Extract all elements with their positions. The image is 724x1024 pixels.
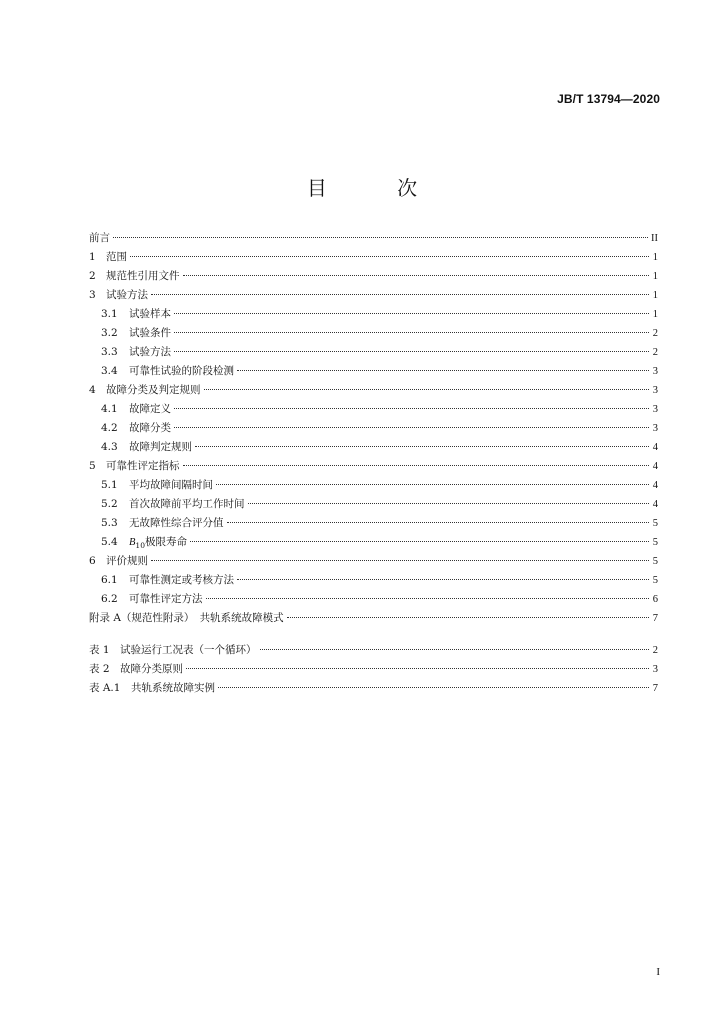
toc-entry-number: 6.1 — [101, 574, 118, 586]
toc-page-number: 3 — [652, 404, 658, 415]
leader-dots — [151, 560, 649, 561]
toc-entry-table-1[interactable] — [89, 642, 658, 661]
toc-entry-label: 前言 — [89, 232, 110, 244]
toc-entry-5-3[interactable] — [89, 515, 658, 534]
leader-dots — [206, 598, 650, 599]
toc-entry-number: 3 — [89, 289, 96, 301]
leader-dots — [287, 617, 649, 618]
toc-entry-label: 可靠性测定或考核方法 — [129, 574, 234, 586]
toc-entry-3[interactable] — [89, 287, 658, 306]
leader-dots — [218, 687, 649, 688]
toc-entry-table-a1[interactable] — [89, 680, 658, 699]
leader-dots — [237, 370, 649, 371]
toc-entry-label: 规范性引用文件 — [106, 270, 180, 282]
toc-entry-3-2[interactable] — [89, 325, 658, 344]
toc-page-number: 5 — [652, 518, 658, 529]
leader-dots — [204, 389, 650, 390]
toc-entry-label: 评价规则 — [106, 555, 148, 567]
toc-entry-label: 范围 — [106, 251, 127, 263]
leader-dots — [113, 237, 648, 238]
leader-dots — [260, 649, 649, 650]
toc-entry-5-1[interactable] — [89, 477, 658, 496]
leader-dots — [227, 522, 650, 523]
leader-dots — [183, 465, 650, 466]
toc-entry-label: 故障分类及判定规则 — [106, 384, 201, 396]
toc-page-number: 5 — [652, 537, 658, 548]
toc-entry-label: 故障定义 — [129, 403, 171, 415]
toc-entry-appendix-a[interactable] — [89, 610, 658, 629]
toc-entry-label: 可靠性评定方法 — [129, 593, 203, 605]
toc-page-number: 3 — [652, 366, 658, 377]
toc-page-number: 3 — [652, 385, 658, 396]
toc-entry-label: 无故障性综合评分值 — [129, 517, 224, 529]
variable-b: B — [129, 537, 136, 548]
toc-page-number: 3 — [652, 664, 658, 675]
toc-entry-6-2[interactable] — [89, 591, 658, 610]
toc-entry-number: 5.3 — [101, 517, 118, 529]
leader-dots — [174, 351, 649, 352]
toc-entry-label — [129, 534, 187, 549]
toc-entry-number: 2 — [89, 270, 96, 282]
toc-page-number: 1 — [652, 271, 658, 282]
leader-dots — [216, 484, 649, 485]
table-of-contents — [89, 230, 658, 699]
leader-dots — [174, 408, 649, 409]
toc-entry-number: 5.4 — [101, 536, 118, 548]
toc-entry-number: 3.4 — [101, 365, 118, 377]
toc-entry-number: 4 — [89, 384, 96, 396]
toc-page-number: 4 — [652, 480, 658, 491]
toc-entry-number: 3.3 — [101, 346, 118, 358]
leader-dots — [174, 313, 649, 314]
toc-entry-label: 故障分类 — [129, 422, 171, 434]
toc-entry-number: 6 — [89, 555, 96, 567]
toc-entry-label: 可靠性评定指标 — [106, 460, 180, 472]
toc-page-number: 5 — [652, 556, 658, 567]
toc-entry-label: 平均故障间隔时间 — [129, 479, 213, 491]
toc-entry-1[interactable] — [89, 249, 658, 268]
toc-page-number: II — [651, 233, 658, 244]
toc-entry-6-1[interactable] — [89, 572, 658, 591]
leader-dots — [186, 668, 649, 669]
toc-entry-5-4[interactable] — [89, 534, 658, 553]
toc-entry-label: 故障判定规则 — [129, 441, 192, 453]
leader-dots — [151, 294, 649, 295]
toc-entry-label: 试验条件 — [129, 327, 171, 339]
toc-entry-number: 6.2 — [101, 593, 118, 605]
toc-entry-number: 5 — [89, 460, 96, 472]
leader-dots — [183, 275, 650, 276]
toc-page-number: 4 — [652, 442, 658, 453]
leader-dots — [237, 579, 649, 580]
toc-entry-number: 1 — [89, 251, 96, 263]
toc-page-number: 1 — [652, 252, 658, 263]
toc-entry-number: 3.1 — [101, 308, 118, 320]
toc-entry-number: 3.2 — [101, 327, 118, 339]
toc-page-number: 6 — [652, 594, 658, 605]
toc-entry-3-4[interactable] — [89, 363, 658, 382]
toc-entry-label: 首次故障前平均工作时间 — [129, 498, 245, 510]
leader-dots — [174, 332, 649, 333]
toc-entry-table-2[interactable] — [89, 661, 658, 680]
page-title: 目 次 — [306, 176, 450, 200]
toc-entry-4-3[interactable] — [89, 439, 658, 458]
toc-entry-4-1[interactable] — [89, 401, 658, 420]
toc-page-number: 4 — [652, 499, 658, 510]
leader-dots — [174, 427, 649, 428]
toc-entry-label-text: 极限寿命 — [144, 536, 187, 548]
toc-page-number: 1 — [652, 290, 658, 301]
toc-entry-2[interactable] — [89, 268, 658, 287]
toc-entry-4-2[interactable] — [89, 420, 658, 439]
toc-page-number: 2 — [652, 645, 658, 656]
toc-page-number: 2 — [652, 328, 658, 339]
toc-page-number: 4 — [652, 461, 658, 472]
toc-entry-number: 4.3 — [101, 441, 118, 453]
toc-entry-number: 4.1 — [101, 403, 118, 415]
toc-entry-5[interactable] — [89, 458, 658, 477]
toc-entry-label: 表 A.1 共轨系统故障实例 — [89, 682, 215, 694]
toc-entry-6[interactable] — [89, 553, 658, 572]
leader-dots — [190, 541, 649, 542]
toc-entry-number: 5.1 — [101, 479, 118, 491]
toc-page-number: 3 — [652, 423, 658, 434]
toc-page-number: 7 — [652, 613, 658, 624]
toc-entry-label: 试验方法 — [129, 346, 171, 358]
standard-number: JB/T 13794—2020 — [557, 92, 660, 106]
toc-page-number: 1 — [652, 309, 658, 320]
leader-dots — [195, 446, 649, 447]
leader-dots — [130, 256, 649, 257]
toc-entry-label: 试验样本 — [129, 308, 171, 320]
toc-entry-4[interactable] — [89, 382, 658, 401]
toc-entry-number: 5.2 — [101, 498, 118, 510]
toc-entry-foreword[interactable] — [89, 230, 658, 249]
leader-dots — [248, 503, 650, 504]
toc-entry-label: 表 2 故障分类原则 — [89, 663, 184, 675]
toc-entry-3-1[interactable] — [89, 306, 658, 325]
toc-entry-label: 附录 A（规范性附录） 共轨系统故障模式 — [89, 612, 284, 624]
toc-entry-number: 4.2 — [101, 422, 118, 434]
toc-entry-label: 可靠性试验的阶段检测 — [129, 365, 234, 377]
toc-entry-label: 试验方法 — [106, 289, 148, 301]
toc-page-number: 7 — [652, 683, 658, 694]
toc-page-number: 2 — [652, 347, 658, 358]
page-number: I — [656, 966, 660, 978]
subscript-10: 10 — [135, 541, 145, 550]
toc-entry-5-2[interactable] — [89, 496, 658, 515]
toc-entry-3-3[interactable] — [89, 344, 658, 363]
toc-page-number: 5 — [652, 575, 658, 586]
toc-entry-label: 表 1 试验运行工况表（一个循环） — [89, 644, 257, 656]
